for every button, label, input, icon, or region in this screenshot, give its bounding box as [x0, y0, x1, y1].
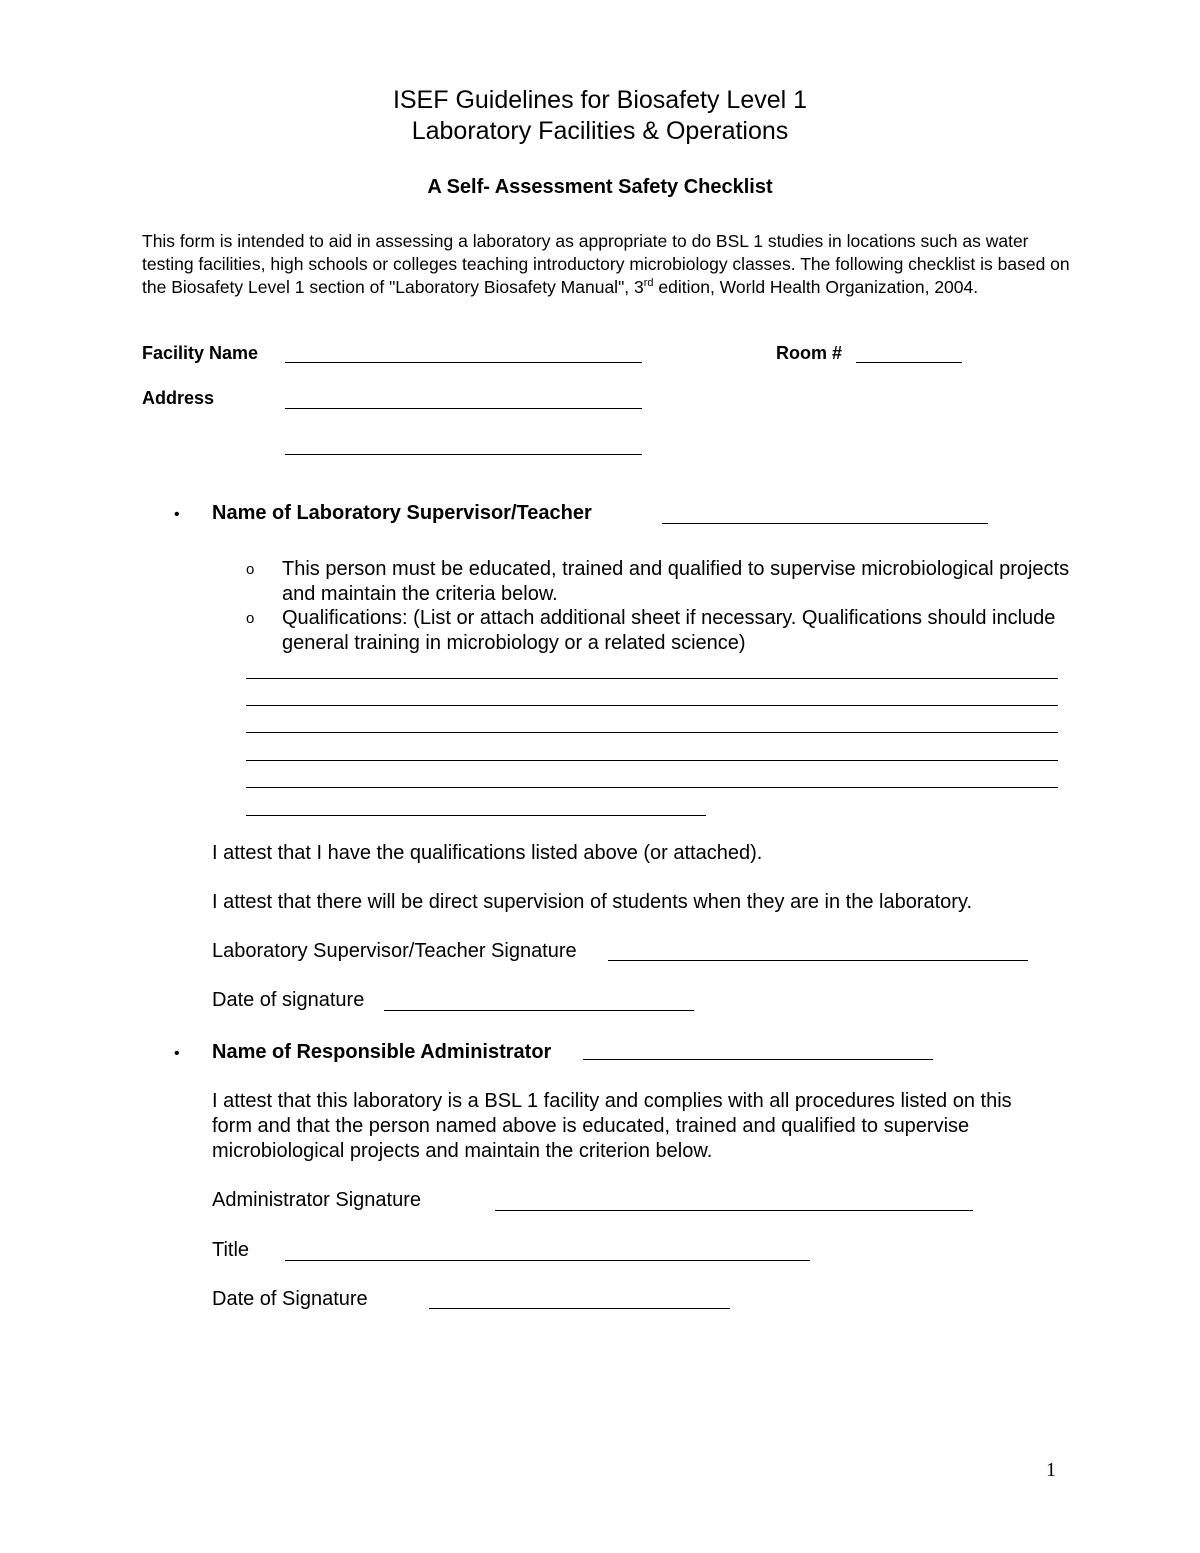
- administrator-signature-field[interactable]: [495, 1210, 973, 1211]
- supervisor-date-label: Date of signature: [212, 989, 365, 1011]
- administrator-title-label: Title: [212, 1239, 250, 1261]
- supervisor-requirement: This person must be educated, trained and qualified to supervise microbiological projects and maintain the criteria below.: [282, 558, 1070, 605]
- facility-name-field[interactable]: [285, 362, 642, 363]
- page-number: 1: [1046, 1459, 1056, 1481]
- room-number-field[interactable]: [856, 362, 962, 363]
- administrator-date-field[interactable]: [429, 1308, 730, 1309]
- supervisor-heading: Name of Laboratory Supervisor/Teacher: [212, 502, 592, 524]
- sub-bullet-1: o: [246, 561, 255, 578]
- supervisor-signature-field[interactable]: [608, 960, 1028, 961]
- room-number-label: Room #: [776, 343, 843, 363]
- attest-supervision: I attest that there will be direct supervision of students when they are in the laboratory.: [212, 891, 973, 913]
- address-field-line1[interactable]: [285, 408, 642, 409]
- administrator-title-field[interactable]: [285, 1260, 810, 1261]
- supervisor-bullet: •: [174, 506, 180, 523]
- qualifications-line-5[interactable]: [246, 787, 1058, 788]
- address-label: Address: [142, 388, 215, 408]
- document-title-line1: ISEF Guidelines for Biosafety Level 1: [392, 86, 808, 114]
- administrator-attestation: I attest that this laboratory is a BSL 1 facility and complies with all procedures listed on this form and that the person named above is educated, trained and qualified to supervise microbiological projects and maintain the criterion below.: [212, 1090, 1012, 1162]
- administrator-bullet: •: [174, 1045, 180, 1062]
- supervisor-name-field[interactable]: [662, 523, 988, 524]
- address-field-line2[interactable]: [285, 454, 642, 455]
- qualifications-instruction: Qualifications: (List or attach additional sheet if necessary. Qualifications should include general training in microbiology or a related science): [282, 607, 1056, 654]
- attest-qualifications: I attest that I have the qualifications listed above (or attached).: [212, 842, 763, 864]
- administrator-date-label: Date of Signature: [212, 1288, 368, 1310]
- facility-name-label: Facility Name: [142, 343, 259, 363]
- sub-bullet-2: o: [246, 610, 255, 627]
- qualifications-line-6[interactable]: [246, 815, 706, 816]
- administrator-heading: Name of Responsible Administrator: [212, 1041, 552, 1063]
- supervisor-date-field[interactable]: [384, 1010, 694, 1011]
- document-subtitle: A Self- Assessment Safety Checklist: [427, 176, 773, 198]
- administrator-signature-label: Administrator Signature: [212, 1189, 421, 1211]
- administrator-name-field[interactable]: [583, 1059, 933, 1060]
- qualifications-line-4[interactable]: [246, 760, 1058, 761]
- qualifications-line-2[interactable]: [246, 705, 1058, 706]
- supervisor-signature-label: Laboratory Supervisor/Teacher Signature: [212, 940, 577, 962]
- qualifications-line-3[interactable]: [246, 732, 1058, 733]
- intro-paragraph: This form is intended to aid in assessing a laboratory as appropriate to do BSL 1 studies in locations such as water testing facilities, high schools or colleges teaching introductory microbiology classes. The following checklist is based on the Biosafety Level 1 section of "Laboratory Biosafety Manual", 3rd edition, World Health Organization, 2004.: [142, 231, 1070, 297]
- intro-superscript: rd: [643, 277, 654, 290]
- document-title-line2: Laboratory Facilities & Operations: [411, 117, 789, 145]
- qualifications-line-1[interactable]: [246, 678, 1058, 679]
